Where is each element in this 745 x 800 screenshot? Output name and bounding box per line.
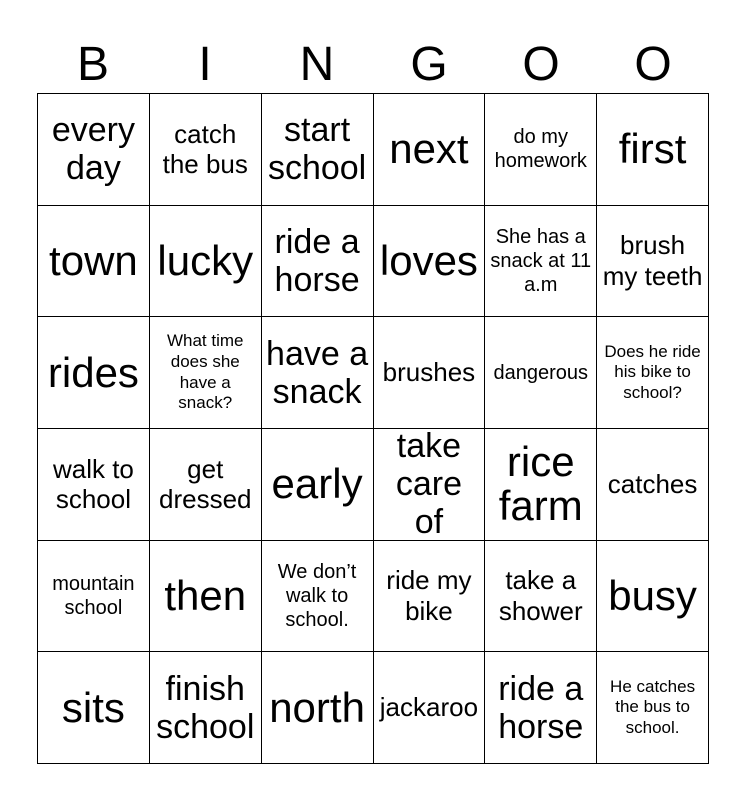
bingo-cell-text: have a snack [266, 334, 369, 411]
bingo-cell-text: brush my teeth [602, 230, 703, 291]
bingo-cell-r2-c5[interactable] [485, 206, 597, 318]
bingo-cell-text: first [618, 125, 687, 173]
bingo-cell-r2-c1[interactable] [38, 206, 150, 318]
bingo-cell-r4-c6[interactable] [597, 429, 709, 541]
bingo-cell-r3-c1[interactable] [38, 317, 150, 429]
bingo-cell-r5-c1[interactable] [38, 541, 150, 653]
bingo-cell-text: ride my bike [386, 565, 472, 626]
bingo-cell-text: sits [61, 683, 125, 731]
bingo-cell-r6-c3[interactable] [262, 652, 374, 764]
bingo-cell-r2-c6[interactable] [597, 206, 709, 318]
bingo-cell-text: get dressed [158, 453, 252, 515]
bingo-cell-r3-c5[interactable] [485, 317, 597, 429]
bingo-cell-text: early [271, 460, 363, 508]
bingo-cell-r3-c6[interactable] [597, 317, 709, 429]
bingo-cell-text: rice farm [498, 438, 583, 530]
bingo-cell-r3-c3[interactable] [262, 317, 374, 429]
header-letter-b: B [76, 38, 109, 91]
header-letter-o-2: O [634, 38, 672, 91]
bingo-cell-r2-c2[interactable] [150, 206, 262, 318]
bingo-cell-r5-c6[interactable] [597, 541, 709, 653]
bingo-cell-text: town [49, 236, 138, 284]
bingo-cell-text: north [269, 683, 365, 731]
bingo-cell-text: dangerous [493, 361, 588, 384]
bingo-cell-r3-c2[interactable] [150, 317, 262, 429]
bingo-cell-text: mountain school [52, 572, 135, 619]
bingo-cell-r4-c4[interactable] [374, 429, 486, 541]
bingo-cell-text: catch the bus [162, 118, 248, 180]
bingo-cell-text: He catches the bus to school. [610, 676, 696, 738]
bingo-cell-text: take care of [395, 428, 462, 541]
bingo-cell-text: lucky [157, 236, 254, 284]
bingo-cell-text: We don’t walk to school. [277, 560, 357, 631]
bingo-cell-text: Does he ride his bike to school? [604, 341, 701, 403]
bingo-cell-r1-c2[interactable] [150, 94, 262, 206]
bingo-cell-text: catches [607, 468, 698, 499]
bingo-cell-r6-c1[interactable] [38, 652, 150, 764]
bingo-cell-r6-c2[interactable] [150, 652, 262, 764]
bingo-cell-r6-c6[interactable] [597, 652, 709, 764]
header-letter-i: I [198, 38, 212, 91]
bingo-cell-text: loves [379, 236, 478, 284]
bingo-cell-text: every day [51, 111, 135, 188]
bingo-cell-text: ride a horse [274, 222, 360, 299]
header-letter-g: G [410, 38, 448, 91]
bingo-cell-text: jackaroo [379, 692, 479, 723]
bingo-cell-text: What time does she have a snack? [166, 331, 244, 413]
header-letter-o: O [522, 38, 560, 91]
bingo-cell-text: then [164, 571, 247, 619]
bingo-cell-r1-c6[interactable] [597, 94, 709, 206]
bingo-cell-r5-c4[interactable] [374, 541, 486, 653]
bingo-cell-r2-c3[interactable] [262, 206, 374, 318]
bingo-cell-r1-c4[interactable] [374, 94, 486, 206]
bingo-cell-r3-c4[interactable] [374, 317, 486, 429]
bingo-cell-r2-c4[interactable] [374, 206, 486, 318]
bingo-cell-r5-c5[interactable] [485, 541, 597, 653]
bingo-cell-r6-c4[interactable] [374, 652, 486, 764]
bingo-cell-text: ride a horse [498, 669, 584, 746]
bingo-cell-r4-c2[interactable] [150, 429, 262, 541]
bingo-board [37, 93, 709, 764]
bingo-cell-r5-c2[interactable] [150, 541, 262, 653]
bingo-header [37, 38, 709, 92]
bingo-cell-r5-c3[interactable] [262, 541, 374, 653]
bingo-cell-text: finish school [156, 669, 255, 746]
bingo-cell-text: start school [267, 111, 367, 188]
bingo-cell-r1-c5[interactable] [485, 94, 597, 206]
bingo-cell-r4-c1[interactable] [38, 429, 150, 541]
bingo-cell-text: do my homework [494, 126, 587, 173]
bingo-cell-text: busy [608, 571, 697, 619]
bingo-cell-r4-c5[interactable] [485, 429, 597, 541]
bingo-cell-r1-c1[interactable] [38, 94, 150, 206]
bingo-cell-r4-c3[interactable] [262, 429, 374, 541]
bingo-cell-text: She has a snack at 11 a.m [490, 225, 592, 296]
bingo-cell-r1-c3[interactable] [262, 94, 374, 206]
header-letter-n: N [299, 38, 335, 91]
bingo-cell-text: walk to school [52, 453, 134, 515]
bingo-cell-text: rides [47, 348, 139, 396]
bingo-cell-r6-c5[interactable] [485, 652, 597, 764]
bingo-cell-text: take a shower [498, 565, 583, 626]
bingo-cell-text: next [389, 125, 469, 173]
bingo-cell-text: brushes [382, 357, 476, 388]
